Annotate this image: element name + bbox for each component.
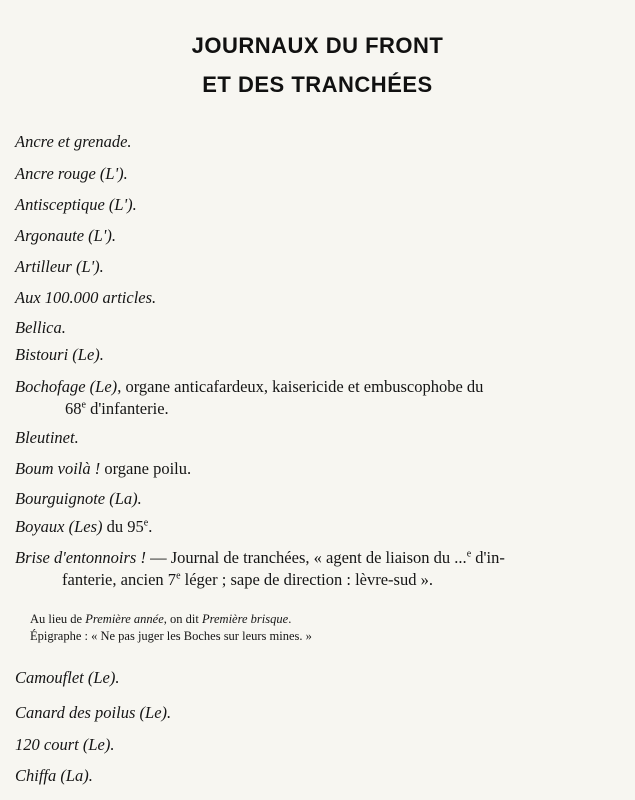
journal-title: Bleutinet. (15, 428, 79, 447)
journal-title: Brise d'entonnoirs ! (15, 548, 146, 567)
page-title-line-1: JOURNAUX DU FRONT (191, 33, 444, 58)
journal-title: Chiffa (La). (15, 766, 93, 785)
journal-title: 120 court (Le). (15, 735, 115, 754)
journal-title: Boyaux (Les) (15, 517, 103, 536)
journal-title: Bistouri (Le). (15, 345, 104, 364)
note-line-2: Épigraphe : « Ne pas juger les Boches sur leurs mines. » (30, 629, 312, 643)
note-line-1: Au lieu de Première année, on dit Première brisque. (30, 612, 292, 626)
journal-title: Argonaute (L'). (15, 226, 116, 245)
list-item (15, 734, 617, 756)
list-item (15, 194, 617, 216)
list-item (15, 667, 617, 689)
list-item (15, 225, 617, 247)
list-item (15, 163, 617, 185)
journal-description: — Journal de tranchées, « agent de liaison du ... (145, 548, 467, 567)
journal-title: Camouflet (Le). (15, 668, 120, 687)
list-item (15, 131, 617, 153)
journal-description-cont: 68e d'infanterie. (65, 399, 169, 418)
list-item (15, 256, 617, 278)
page-title-line-2: ET DES TRANCHÉES (202, 72, 433, 97)
journal-title: Aux 100.000 articles. (15, 288, 157, 307)
list-item (15, 344, 617, 366)
journal-title: Ancre rouge (L'). (15, 164, 128, 183)
list-item: Boyaux (Les) du 95e. (15, 517, 153, 536)
journal-title: Bochofage (Le) (15, 377, 118, 396)
journal-title: Boum voilà ! (15, 459, 101, 478)
list-item (15, 458, 617, 480)
journal-title: Ancre et grenade. (15, 132, 132, 151)
journal-title: Antisceptique (L'). (15, 195, 137, 214)
list-item (15, 427, 617, 449)
list-item: Brise d'entonnoirs ! — Journal de tranchées, « agent de liaison du ...$^e$ d'in- fanterie, ancien 7e léger ; sape de direction : lèvre-sud ». (15, 547, 617, 591)
list-item (15, 765, 617, 787)
list-item (15, 376, 617, 420)
list-item (15, 317, 617, 339)
journal-description: , organe anticafardeux, kaisericide et embuscophobe du (117, 377, 484, 396)
journal-title: Canard des poilus (Le). (15, 703, 172, 722)
journal-description-cont: fanterie, ancien 7e léger ; sape de direction : lèvre-sud ». (62, 570, 433, 589)
list-item (15, 287, 617, 309)
list-item (15, 488, 617, 510)
journal-title: Bourguignote (La). (15, 489, 142, 508)
journal-title: Bellica. (15, 318, 66, 337)
journal-description: organe poilu. (100, 459, 192, 478)
journal-title: Artilleur (L'). (15, 257, 104, 276)
list-item (15, 702, 617, 724)
